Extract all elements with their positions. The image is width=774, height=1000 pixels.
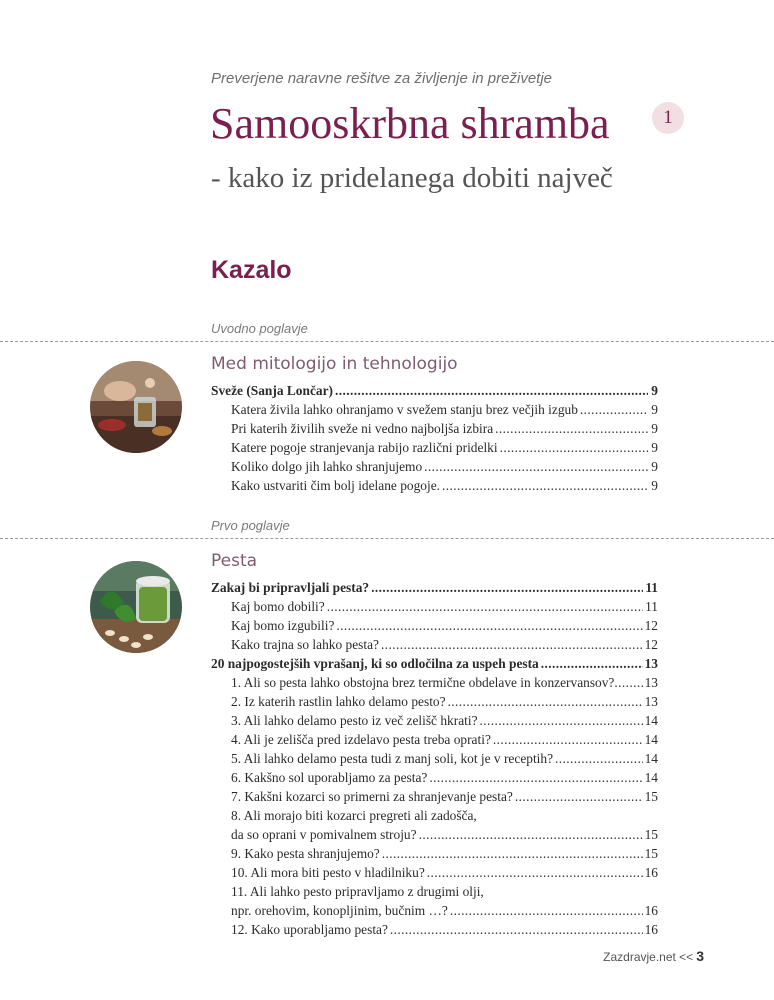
toc-list-intro — [211, 383, 658, 497]
toc-entry[interactable]: 4. Ali je zelišča pred izdelavo pesta treba oprati? ..... 14 — [211, 732, 658, 751]
toc-entry[interactable]: 5. Ali lahko delamo pesta tudi z manj soli, kot je v receptih? ..... 14 — [211, 751, 658, 770]
toc-entry-continued[interactable]: 11. Ali lahko pesto pripravljamo z drugimi olji, — [231, 884, 484, 899]
series-subtitle: Preverjene naravne rešitve za življenje in preživetje — [211, 70, 553, 87]
section-divider — [0, 341, 774, 342]
toc-entry[interactable]: Zakaj bi pripravljali pesta? ..... 11 — [211, 580, 658, 599]
toc-entry[interactable]: 3. Ali lahko delamo pesto iz več zelišč hkrati? ..... 14 — [211, 713, 658, 732]
toc-entry[interactable]: 7. Kakšni kozarci so primerni za shranjevanje pesta? ..... 15 — [211, 789, 658, 808]
volume-badge: 1 — [652, 102, 684, 134]
section-label-first: Prvo poglavje — [211, 518, 290, 533]
toc-entry[interactable]: Pri katerih živilih sveže ni vedno najboljša izbira ..... 9 — [211, 421, 658, 440]
toc-entry[interactable]: Koliko dolgo jih lahko shranjujemo ..... 9 — [211, 459, 658, 478]
toc-entry[interactable]: Kaj bomo dobili? ..... 11 — [211, 599, 658, 618]
toc-entry[interactable]: 10. Ali mora biti pesto v hladilniku? ..... 16 — [211, 865, 658, 884]
section-label-intro: Uvodno poglavje — [211, 321, 308, 336]
toc-entry-continued[interactable]: 8. Ali morajo biti kozarci pregreti ali zadošča, — [231, 808, 477, 823]
book-subtitle: - kako iz pridelanega dobiti največ — [211, 162, 613, 194]
toc-entry[interactable]: Katera živila lahko ohranjamo v svežem stanju brez večjih izgub ..... 9 — [211, 402, 658, 421]
chapter-title-pesta: Pesta — [211, 551, 258, 571]
toc-heading: Kazalo — [211, 256, 292, 284]
footer-site[interactable]: Zazdravje.net << — [603, 950, 694, 964]
toc-entry[interactable]: Sveže (Sanja Lončar) ..... 9 — [211, 383, 658, 402]
toc-entry[interactable]: Katere pogoje stranjevanja rabijo različni pridelki ..... 9 — [211, 440, 658, 459]
toc-entry[interactable]: 1. Ali so pesta lahko obstojna brez termične obdelave in konzervansov? ..... 13 — [211, 675, 658, 694]
page-number: 3 — [696, 948, 704, 964]
toc-entry[interactable]: Kako trajna so lahko pesta? ..... 12 — [211, 637, 658, 656]
chapter-image-intro — [90, 361, 182, 453]
section-divider — [0, 538, 774, 539]
toc-entry[interactable]: Kaj bomo izgubili? ..... 12 — [211, 618, 658, 637]
toc-entry[interactable]: 20 najpogostejših vprašanj, ki so odločilna za uspeh pesta ..... 13 — [211, 656, 658, 675]
book-title: Samooskrbna shramba — [210, 99, 610, 148]
toc-entry[interactable]: 12. Kako uporabljamo pesta? ..... 16 — [211, 922, 658, 941]
chapter-image-pesta — [90, 561, 182, 653]
page-footer — [603, 948, 704, 964]
toc-entry[interactable]: 9. Kako pesta shranjujemo? ..... 15 — [211, 846, 658, 865]
toc-entry[interactable]: Kako ustvariti čim bolj idelane pogoje. ..... 9 — [211, 478, 658, 497]
toc-entry[interactable]: 2. Iz katerih rastlin lahko delamo pesto? ..... 13 — [211, 694, 658, 713]
chapter-title-intro: Med mitologijo in tehnologijo — [211, 354, 458, 374]
toc-entry[interactable]: da so oprani v pomivalnem stroju? ..... 15 — [211, 827, 658, 846]
toc-list-pesta — [211, 580, 658, 941]
toc-entry[interactable]: npr. orehovim, konopljinim, bučnim …? ..... 16 — [211, 903, 658, 922]
toc-entry[interactable]: 6. Kakšno sol uporabljamo za pesta? ..... 14 — [211, 770, 658, 789]
